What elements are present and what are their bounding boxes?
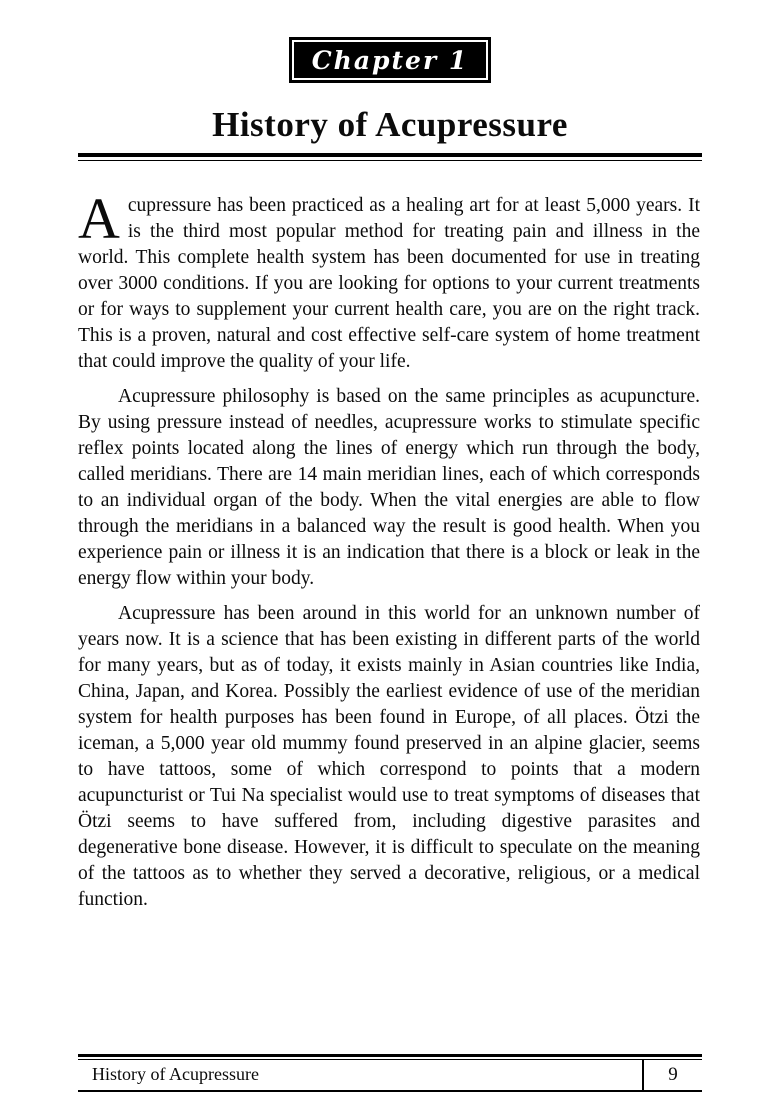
body-paragraph: Acupressure has been practiced as a healing art for at least 5,000 years. It is the third most popular method for treating pain and illness in the world. This complete health system has been documented for use in treating over 3000 conditions. If you are looking for options to your current treatments or for ways to supplement your current health care, you are on the right track. This is a proven, natural and cost effective self-care system of home treatment that could improve the quality of your life.	[78, 185, 700, 372]
footer-divider	[78, 1054, 702, 1057]
chapter-banner: Chapter 1	[292, 40, 488, 80]
page-footer	[78, 1054, 702, 1092]
body-paragraph: Acupressure philosophy is based on the same principles as acupuncture. By using pressure instead of needles, acupressure works to stimulate specific reflex points located along the lines of energy which run through the body, called meridians. There are 14 main meridian lines, each of which corresponds to an individual organ of the body. When the vital energies are able to flow through the meridians in a balanced way the result is good health. When you experience pain or illness it is an indication that there is a block or leak in the energy flow within your body.	[78, 385, 700, 589]
footer-running-title: History of Acupressure	[92, 1064, 259, 1084]
title-divider	[78, 153, 702, 161]
body-text	[78, 185, 700, 913]
footer-bar	[78, 1059, 702, 1092]
body-paragraph: Acupressure has been around in this world for an unknown number of years now. It is a science that has been existing in different parts of the world for many years, but as of today, it exists mainly in Asian countries like India, China, Japan, and Korea. Possibly the earliest evidence of use of the meridian system for health purposes has been found in Europe, of all places. Ötzi the iceman, a 5,000 year old mummy found preserved in an alpine glacier, seems to have tattoos, some of which correspond to points that a modern acupuncturist or Tui Na specialist would use to treat symptoms of diseases that Ötzi seems to have suffered from, including digestive parasites and degenerative bone disease. However, it is difficult to speculate on the meaning of the tattoos as to whether they served a decorative, religious, or a medical function.	[78, 602, 700, 910]
page-title: History of Acupressure	[212, 105, 568, 144]
page-number: 9	[642, 1060, 702, 1090]
